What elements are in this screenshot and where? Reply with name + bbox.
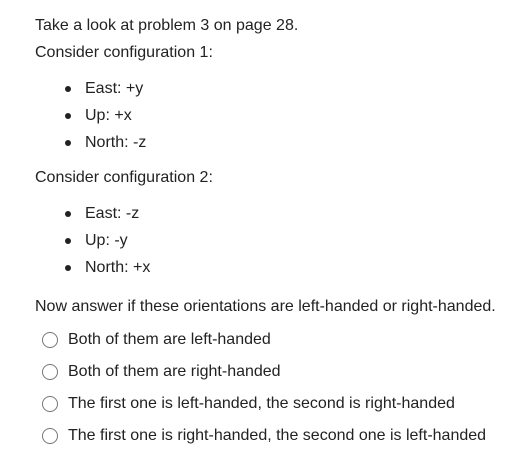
question-panel — [35, 12, 521, 452]
config1-title: Consider configuration 1: — [35, 44, 213, 61]
list-item: East: -z — [35, 200, 521, 227]
radio-button[interactable] — [42, 332, 58, 348]
list-item: North: +x — [35, 254, 521, 281]
option-label[interactable]: The first one is right-handed, the second one is left-handed — [68, 427, 487, 444]
option-both-left[interactable] — [35, 324, 521, 356]
option-both-right[interactable] — [35, 356, 521, 388]
bullet-icon — [65, 265, 71, 271]
bullet-icon — [65, 140, 71, 146]
radio-button[interactable] — [42, 364, 58, 380]
list-item: Up: +x — [35, 102, 521, 129]
bullet-icon — [65, 211, 71, 217]
bullet-icon — [65, 113, 71, 119]
question-text: Now answer if these orientations are left-handed or right-handed. — [35, 298, 496, 315]
config2-list — [35, 200, 521, 281]
bullet-icon — [65, 238, 71, 244]
option-label[interactable]: The first one is left-handed, the second is right-handed — [68, 395, 455, 412]
answer-options — [35, 324, 521, 452]
config1-list — [35, 75, 521, 156]
radio-button[interactable] — [42, 428, 58, 444]
bullet-icon — [65, 86, 71, 92]
option-first-right-second-left[interactable] — [35, 420, 521, 452]
option-label[interactable]: Both of them are right-handed — [68, 363, 281, 380]
list-item: Up: -y — [35, 227, 521, 254]
config2-title: Consider configuration 2: — [35, 169, 213, 186]
list-item: East: +y — [35, 75, 521, 102]
radio-button[interactable] — [42, 396, 58, 412]
option-first-left-second-right[interactable] — [35, 388, 521, 420]
option-label[interactable]: Both of them are left-handed — [68, 331, 271, 348]
list-item: North: -z — [35, 129, 521, 156]
problem-reference: Take a look at problem 3 on page 28. — [35, 17, 299, 34]
